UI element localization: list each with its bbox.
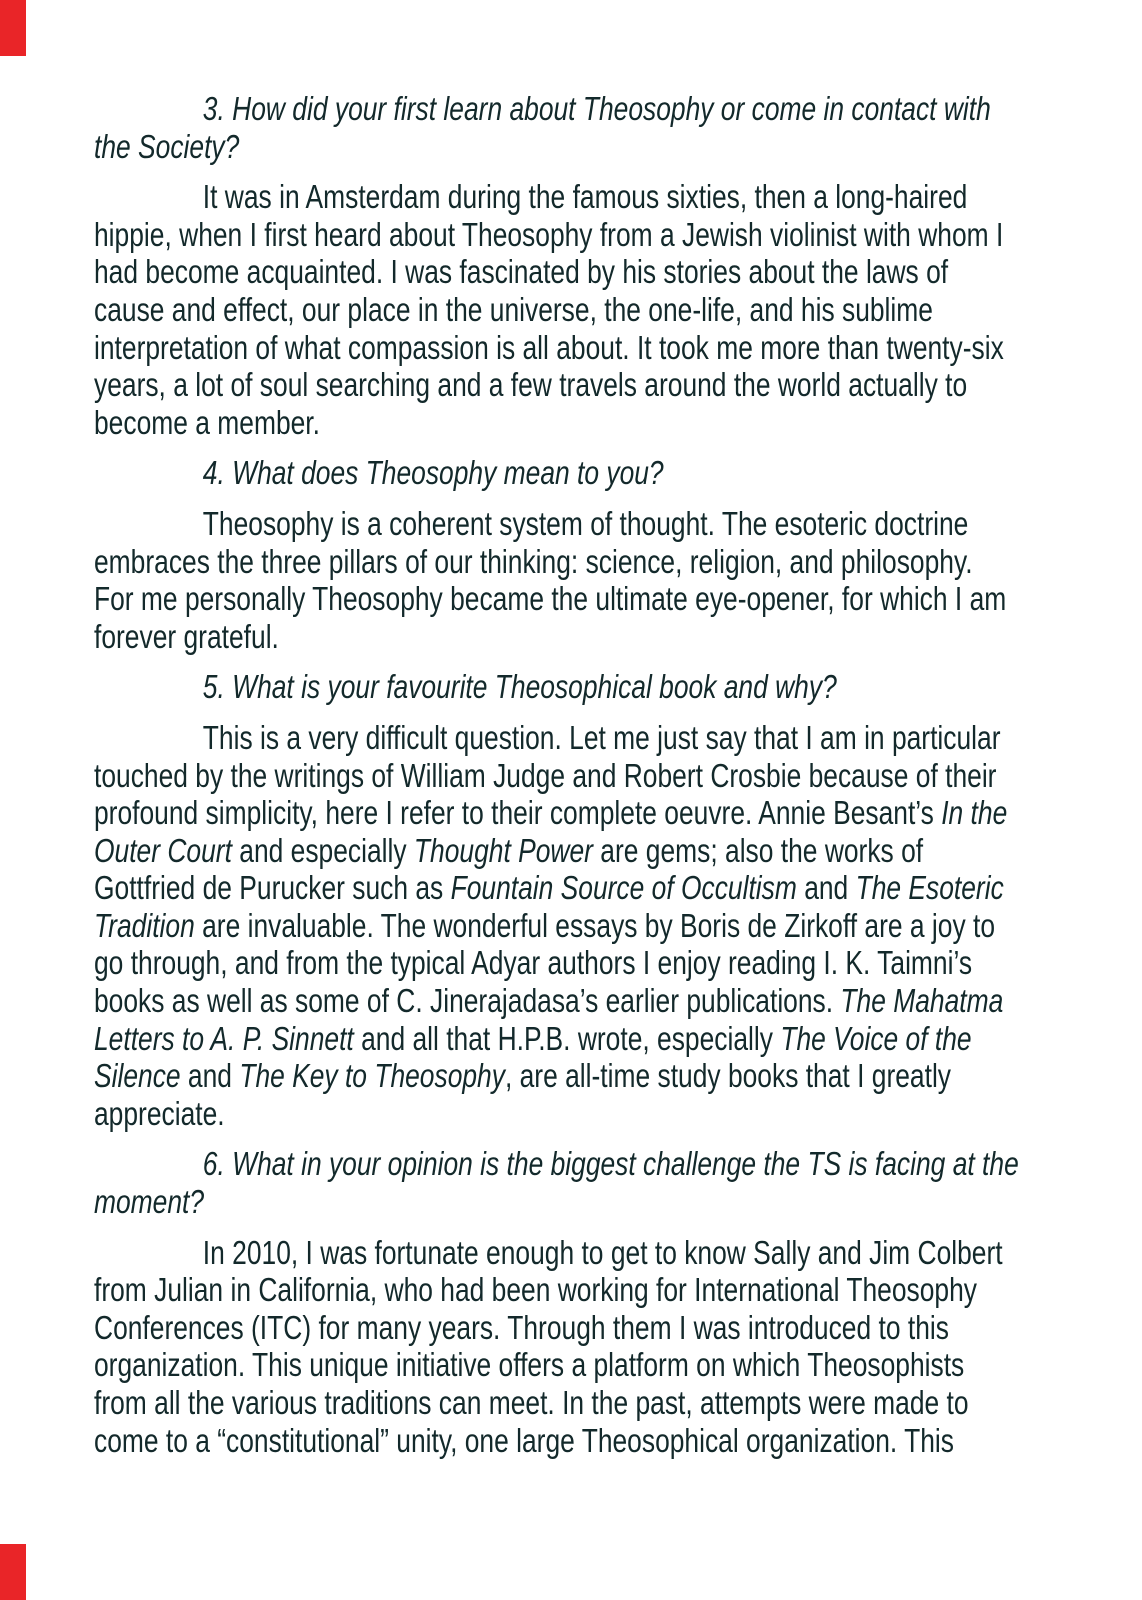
text-line	[94, 668, 1062, 706]
text-run: touched by the writings of William Judge and Robert Crosbie because of their	[94, 756, 997, 794]
text-line	[94, 366, 1062, 404]
text-line	[94, 907, 1062, 945]
text-run: organization. This unique initiative offers a platform on which Theosophists	[94, 1346, 965, 1384]
answer-block	[94, 505, 1062, 655]
text-run: and all that H.P.B. wrote, especially	[353, 1019, 781, 1057]
text-line	[94, 291, 1062, 329]
text-line	[94, 832, 1062, 870]
text-line	[94, 1346, 1062, 1384]
text-run: and	[180, 1057, 240, 1095]
text-run: 5. What is your favourite Theosophical book and why?	[202, 668, 837, 706]
text-run: embraces the three pillars of our thinking: science, religion, and philosophy.	[94, 542, 973, 580]
text-line	[94, 178, 1062, 216]
text-line	[94, 1057, 1062, 1095]
text-run: moment?	[94, 1183, 205, 1221]
text-line	[94, 505, 1062, 543]
italic-text-run: Tradition	[94, 906, 195, 944]
text-line	[94, 543, 1062, 581]
text-line	[94, 580, 1062, 618]
italic-text-run: The Key to Theosophy	[239, 1057, 505, 1095]
question-block	[94, 90, 1062, 165]
text-run: interpretation of what compassion is all about. It took me more than twenty-six	[94, 328, 1004, 366]
text-line	[94, 618, 1062, 656]
text-run: It was in Amsterdam during the famous sixties, then a long-haired	[202, 178, 968, 216]
text-run: the Society?	[94, 127, 240, 165]
italic-text-run: The Esoteric	[855, 869, 1004, 907]
text-run: years, a lot of soul searching and a few travels around the world actually to	[94, 366, 968, 404]
text-line	[94, 1183, 1062, 1221]
text-line	[94, 944, 1062, 982]
italic-text-run: Letters to A. P. Sinnett	[94, 1019, 354, 1057]
text-line	[94, 757, 1062, 795]
text-line	[94, 216, 1062, 254]
text-run: Gottfried de Purucker such as	[94, 869, 451, 907]
text-run: are invaluable. The wonderful essays by Boris de Zirkoff are a joy to	[194, 906, 995, 944]
text-line	[94, 454, 1062, 492]
text-line	[94, 982, 1062, 1020]
text-line	[94, 719, 1062, 757]
text-line	[94, 1422, 1062, 1460]
italic-text-run: Thought Power	[413, 831, 593, 869]
question-block	[94, 454, 1062, 492]
text-line	[94, 1309, 1062, 1347]
italic-text-run: The Voice of the	[780, 1019, 972, 1057]
text-run: appreciate.	[94, 1094, 225, 1132]
text-line	[94, 128, 1062, 166]
text-run: from all the various traditions can meet. In the past, attempts were made to	[94, 1384, 969, 1421]
italic-text-run: Fountain Source of Occultism	[450, 869, 797, 907]
text-run: 6. What in your opinion is the biggest challenge the TS is facing at the	[202, 1145, 1019, 1183]
question-block	[94, 1145, 1062, 1220]
text-line	[94, 253, 1062, 291]
text-run: , are all-time study books that I greatly	[504, 1057, 952, 1095]
text-line	[94, 794, 1062, 832]
text-line	[94, 404, 1062, 442]
italic-text-run: Silence	[94, 1057, 181, 1095]
text-line	[94, 1234, 1062, 1272]
text-run: had become acquainted. I was fascinated by his stories about the laws of	[94, 253, 949, 291]
text-run: books as well as some of C. Jinerajadasa’s earlier publications.	[94, 982, 841, 1020]
text-run: Conferences (ITC) for many years. Through them I was introduced to this	[94, 1308, 949, 1346]
text-run: profound simplicity, here I refer to their complete oeuvre. Annie Besant’s	[94, 794, 942, 832]
text-run: forever grateful.	[94, 617, 279, 655]
text-run: For me personally Theosophy became the ultimate eye-opener, for which I am	[94, 580, 1007, 618]
text-line	[94, 869, 1062, 907]
answer-block	[94, 1234, 1062, 1460]
red-corner-mark-top-icon	[0, 0, 26, 56]
text-run: from Julian in California, who had been working for International Theosophy	[94, 1271, 977, 1309]
text-line	[94, 1145, 1062, 1183]
italic-text-run: The Mahatma	[840, 982, 1004, 1020]
answer-block	[94, 719, 1062, 1133]
text-line	[94, 1384, 1062, 1422]
text-run: and	[796, 869, 856, 907]
document-text	[94, 90, 1062, 1459]
text-run: come to a “constitutional” unity, one large Theosophical organization. This	[94, 1421, 954, 1459]
question-block	[94, 668, 1062, 706]
text-run: go through, and from the typical Adyar authors I enjoy reading I. K. Taimni’s	[94, 944, 973, 982]
text-run: hippie, when I first heard about Theosophy from a Jewish violinist with whom I	[94, 215, 1004, 253]
text-run: Theosophy is a coherent system of thought. The esoteric doctrine	[202, 504, 969, 542]
text-run: and especially	[231, 831, 414, 869]
text-line	[94, 1020, 1062, 1058]
text-run: 4. What does Theosophy mean to you?	[202, 454, 664, 492]
text-line	[94, 329, 1062, 367]
text-run: In 2010, I was fortunate enough to get to know Sally and Jim Colbert	[202, 1233, 1003, 1271]
text-run: become a member.	[94, 403, 320, 441]
text-run: 3. How did your first learn about Theosophy or come in contact with	[202, 90, 991, 127]
italic-text-run: Outer Court	[94, 831, 232, 869]
answer-block	[94, 178, 1062, 441]
italic-text-run: In the	[941, 794, 1008, 832]
text-line	[94, 90, 1062, 128]
text-line	[94, 1095, 1062, 1133]
text-run: cause and effect, our place in the universe, the one-life, and his sublime	[94, 290, 933, 328]
text-run: are gems; also the works of	[592, 831, 924, 869]
text-line	[94, 1271, 1062, 1309]
text-run: This is a very difficult question. Let me just say that I am in particular	[202, 718, 1001, 756]
red-corner-mark-bottom-icon	[0, 1544, 26, 1600]
